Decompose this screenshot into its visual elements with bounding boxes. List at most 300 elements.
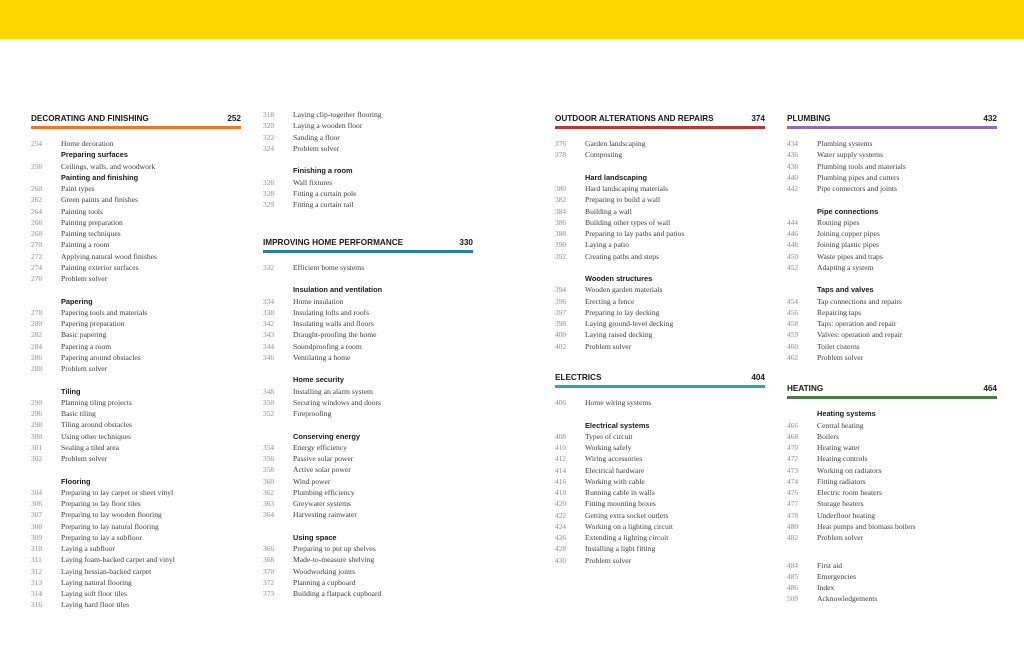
subsection-heading: Hard landscaping [585, 172, 648, 182]
toc-entry-title: Building other types of wall [585, 217, 671, 227]
toc-entry-title: Painting techniques [61, 229, 121, 238]
spacer [263, 521, 473, 532]
toc-entry[interactable] [31, 251, 241, 262]
toc-page-number: 274 [31, 262, 43, 272]
toc-entry[interactable] [263, 509, 473, 520]
toc-entry-title: Wiring accessories [585, 454, 643, 464]
toc-entry-title: Tiling around obstacles [61, 420, 133, 430]
toc-entry-title: Central heating [817, 420, 864, 430]
toc-entry-title: Tap connections and repairs [817, 296, 902, 306]
toc-entry-title: Basic papering [61, 330, 107, 340]
toc-entry[interactable] [787, 149, 997, 160]
toc-entry[interactable] [787, 296, 997, 307]
toc-entry[interactable] [31, 431, 241, 442]
toc-entry[interactable] [555, 228, 765, 239]
toc-page-number: 348 [263, 386, 275, 396]
toc-page-number: 302 [31, 454, 43, 463]
toc-entry[interactable] [263, 397, 473, 408]
toc-entry-title: Securing windows and doors [293, 397, 381, 407]
toc-entry-title: Working on radiators [817, 465, 882, 475]
toc-page-number: 486 [787, 583, 799, 592]
toc-page-number: 424 [555, 521, 567, 531]
toc-entry[interactable] [787, 453, 997, 464]
toc-page-number: 304 [31, 487, 43, 497]
toc-column-4 [787, 109, 997, 605]
toc-entry-title: Wall fixtures [293, 177, 333, 187]
toc-entry-title: Hard landscaping materials [585, 184, 669, 193]
toc-entry[interactable] [263, 296, 473, 307]
toc-entry-title: Papering tools and materials [61, 307, 148, 317]
subsection-heading: Insulation and ventilation [293, 285, 383, 295]
toc-entry[interactable] [31, 329, 241, 340]
toc-entry[interactable] [787, 442, 997, 453]
toc-entry[interactable] [263, 386, 473, 397]
toc-entry[interactable] [555, 239, 765, 250]
toc-entry-title: Garden landscaping [585, 139, 646, 148]
toc-entry-title: Toilet cisterns [817, 341, 860, 351]
toc-page-number: 311 [31, 555, 42, 565]
toc-page-number: 426 [555, 533, 567, 542]
toc-page-number: 477 [787, 499, 799, 509]
subsection-heading: Home security [293, 375, 344, 385]
toc-entry[interactable] [787, 341, 997, 352]
toc-entry[interactable] [31, 521, 241, 532]
spacer [31, 464, 241, 475]
toc-entry-title: Papering a room [61, 341, 112, 351]
toc-entry[interactable] [31, 543, 241, 554]
spacer [263, 222, 473, 233]
toc-entry[interactable] [555, 183, 765, 194]
toc-entry-title: Creating paths and steps [585, 251, 660, 261]
toc-entry[interactable] [787, 217, 997, 228]
toc-entry[interactable] [263, 453, 473, 464]
toc-entry[interactable] [31, 566, 241, 577]
toc-entry-title: Preparing to lay decking [585, 307, 660, 317]
toc-page-number: 452 [787, 262, 799, 272]
toc-page-number: 485 [787, 571, 799, 581]
toc-entry[interactable] [263, 464, 473, 475]
spacer [555, 408, 765, 419]
spacer [31, 374, 241, 385]
toc-page-number: 442 [787, 184, 799, 193]
toc-entry[interactable] [787, 476, 997, 487]
toc-entry[interactable] [31, 363, 241, 374]
section-page-number: 404 [751, 373, 765, 382]
toc-entry[interactable] [263, 408, 473, 419]
toc-entry[interactable] [31, 599, 241, 610]
toc-page-number: 458 [787, 319, 799, 328]
toc-page-number: 298 [31, 420, 43, 430]
toc-entry[interactable] [787, 532, 997, 543]
toc-page-number: 376 [555, 139, 567, 148]
toc-entry-title: Working with cable [585, 476, 645, 486]
toc-page-number: 450 [787, 251, 799, 261]
toc-entry[interactable] [31, 419, 241, 430]
toc-entry[interactable] [263, 318, 473, 329]
toc-entry[interactable] [787, 498, 997, 509]
toc-entry[interactable] [31, 588, 241, 599]
toc-page-number: 313 [31, 577, 43, 587]
toc-entry-title: Preparing to build a wall [585, 195, 661, 205]
subsection-heading: Taps and valves [817, 285, 874, 295]
toc-entry[interactable] [787, 329, 997, 340]
toc-entry-title: Preparing to lay natural flooring [61, 521, 159, 531]
section-page-number: 252 [227, 114, 241, 123]
toc-entry-title: Fitting mounting boxes [585, 499, 656, 509]
toc-entry[interactable] [263, 262, 473, 273]
toc-page-number: 310 [31, 544, 43, 553]
toc-entry[interactable] [263, 177, 473, 188]
toc-entry-title: Basic tiling [61, 409, 96, 418]
toc-entry[interactable] [787, 465, 997, 476]
toc-entry[interactable] [787, 487, 997, 498]
toc-entry-title: Plumbing efficiency [293, 487, 355, 497]
toc-entry-title: Joining copper pipes [817, 229, 880, 238]
toc-entry-title: Heating water [817, 443, 860, 452]
toc-page-number: 378 [555, 150, 567, 160]
toc-entry[interactable] [787, 571, 997, 582]
toc-entry[interactable] [263, 307, 473, 318]
toc-entry-title: Problem solver [61, 364, 108, 373]
toc-page-number: 284 [31, 341, 43, 351]
toc-page-number: 264 [31, 206, 43, 216]
toc-page-number: 398 [555, 319, 567, 328]
toc-page-number: 373 [263, 589, 275, 598]
section-page-number: 432 [983, 114, 997, 123]
toc-entry-title: Plumbing tools and materials [817, 161, 906, 171]
spacer [787, 543, 997, 554]
toc-entry[interactable] [263, 543, 473, 554]
toc-entry-title: Fitting a curtain rail [293, 200, 354, 209]
toc-entry[interactable] [787, 510, 997, 521]
toc-entry[interactable] [263, 442, 473, 453]
toc-page-number: 462 [787, 352, 799, 362]
toc-entry[interactable] [263, 554, 473, 565]
section-header [555, 368, 765, 388]
toc-page-number: 356 [263, 454, 275, 463]
toc-entry[interactable] [787, 582, 997, 593]
toc-entry[interactable] [31, 262, 241, 273]
toc-entry-title: Installing a light fitting [585, 544, 656, 554]
toc-entry-title: Efficient home systems [293, 262, 365, 272]
toc-entry[interactable] [31, 453, 241, 464]
toc-entry-title: Fireproofing [293, 409, 332, 418]
toc-entry[interactable] [555, 217, 765, 228]
toc-entry[interactable] [555, 431, 765, 442]
toc-entry-title: Valves: operation and repair [817, 330, 903, 340]
toc-page-number: 278 [31, 307, 43, 317]
toc-page-number: 270 [31, 240, 43, 250]
toc-page-number: 342 [263, 319, 275, 328]
spacer [263, 210, 473, 221]
toc-entry[interactable] [555, 397, 765, 408]
toc-entry[interactable] [31, 206, 241, 217]
toc-page-number: 288 [31, 364, 43, 373]
subsection-heading: Tiling [61, 386, 81, 396]
toc-entry[interactable] [555, 487, 765, 498]
toc-entry[interactable] [787, 318, 997, 329]
toc-entry-title: Wind power [293, 476, 331, 486]
toc-entry-title: Installing an alarm system [293, 386, 373, 396]
toc-entry[interactable] [31, 161, 241, 172]
toc-entry[interactable] [787, 352, 997, 363]
toc-entry-title: Routing pipes [817, 217, 860, 227]
toc-entry[interactable] [31, 307, 241, 318]
toc-page-number: 286 [31, 352, 43, 362]
section-page-number: 464 [983, 384, 997, 394]
toc-entry[interactable] [31, 138, 241, 149]
toc-entry-title: Problem solver [293, 143, 340, 153]
toc-page-number: 352 [263, 409, 275, 418]
toc-entry[interactable] [555, 453, 765, 464]
toc-entry[interactable] [31, 498, 241, 509]
toc-page-number: 460 [787, 341, 799, 351]
toc-entry[interactable] [263, 199, 473, 210]
subsection-heading: Heating systems [817, 409, 876, 419]
toc-page-number: 306 [31, 499, 43, 508]
toc-entry[interactable] [555, 206, 765, 217]
toc-entry[interactable] [787, 420, 997, 431]
toc-entry[interactable] [263, 329, 473, 340]
toc-entry[interactable] [263, 588, 473, 599]
toc-entry[interactable] [263, 476, 473, 487]
toc-entry-title: Passive solar power [293, 454, 354, 463]
toc-entry[interactable] [263, 132, 473, 143]
toc-entry-title: Preparing to lay wooden flooring [61, 510, 162, 520]
subsection-heading: Conserving energy [293, 431, 360, 441]
section-header [31, 109, 241, 129]
toc-entry-title: Acknowledgements [817, 594, 878, 604]
toc-entry[interactable] [555, 329, 765, 340]
toc-entry[interactable] [787, 183, 997, 194]
subsection-heading: Painting and finishing [61, 172, 139, 182]
toc-entry[interactable] [555, 442, 765, 453]
toc-entry[interactable] [263, 566, 473, 577]
toc-page-number: 362 [263, 487, 275, 497]
toc-entry-title: Building a flatpack cupboard [293, 589, 382, 598]
toc-entry-title: Harvesting rainwater [293, 510, 357, 520]
toc-entry-title: Preparing to lay carpet or sheet vinyl [61, 487, 174, 497]
toc-page-number: 363 [263, 499, 275, 508]
toc-page-number: 410 [555, 443, 567, 452]
toc-entry[interactable] [787, 228, 997, 239]
toc-entry[interactable] [555, 465, 765, 476]
toc-entry-title: Laying a subfloor [61, 544, 115, 553]
toc-entry[interactable] [787, 161, 997, 172]
toc-entry[interactable] [555, 296, 765, 307]
toc-entry[interactable] [555, 318, 765, 329]
toc-page-number: 290 [31, 397, 43, 407]
section-title: IMPROVING HOME PERFORMANCE [263, 237, 404, 247]
toc-page-number: 282 [31, 330, 43, 340]
toc-entry[interactable] [555, 532, 765, 543]
toc-page-number: 408 [555, 431, 567, 441]
toc-entry[interactable] [31, 509, 241, 520]
toc-entry-title: Erecting a fence [585, 296, 635, 306]
toc-column-2 [263, 109, 473, 599]
toc-entry[interactable] [787, 251, 997, 262]
toc-entry[interactable] [31, 532, 241, 543]
toc-entry[interactable] [555, 498, 765, 509]
subsection-heading: Wooden structures [585, 274, 653, 283]
toc-page-number: 468 [787, 431, 799, 441]
toc-entry[interactable] [787, 262, 997, 273]
toc-entry-title: Types of circuit [585, 431, 633, 441]
section-header [787, 379, 997, 399]
toc-page-number: 466 [787, 420, 799, 430]
toc-entry[interactable] [263, 498, 473, 509]
toc-entry-title: Taps: operation and repair [817, 319, 897, 328]
toc-entry-title: Preparing to lay a subfloor [61, 532, 142, 542]
toc-entry[interactable] [555, 194, 765, 205]
toc-entry[interactable] [555, 555, 765, 566]
toc-entry[interactable] [31, 487, 241, 498]
toc-entry[interactable] [31, 228, 241, 239]
toc-entry-title: Made-to-measure shelving [293, 555, 375, 565]
toc-entry[interactable] [31, 194, 241, 205]
spacer [31, 284, 241, 295]
toc-entry[interactable] [555, 476, 765, 487]
toc-entry[interactable] [787, 560, 997, 571]
toc-page-number: 474 [787, 476, 799, 486]
toc-entry-title: Fitting a curtain pole [293, 188, 357, 198]
toc-page-number: 406 [555, 398, 567, 407]
toc-page-number: 386 [555, 217, 567, 227]
toc-page-number: 382 [555, 195, 567, 205]
toc-entry[interactable] [555, 543, 765, 554]
toc-entry[interactable] [263, 341, 473, 352]
toc-entry-title: Repairing taps [817, 307, 862, 317]
toc-entry-title: Plumbing pipes and cutters [817, 172, 900, 182]
toc-page-number: 414 [555, 465, 567, 475]
toc-page-number: 422 [555, 510, 567, 520]
toc-page-number: 446 [787, 229, 799, 238]
subsection-heading: Electrical systems [585, 420, 650, 430]
toc-entry-title: Heating controls [817, 454, 868, 464]
spacer [555, 352, 765, 363]
toc-entry[interactable] [555, 510, 765, 521]
section-page-number: 374 [751, 114, 765, 123]
toc-entry[interactable] [31, 442, 241, 453]
toc-entry[interactable] [31, 397, 241, 408]
toc-page-number: 459 [787, 330, 799, 340]
toc-entry-title: Painting a room [61, 240, 110, 250]
toc-page-number: 256 [31, 161, 43, 171]
spacer [555, 262, 765, 273]
toc-entry[interactable] [555, 307, 765, 318]
toc-entry-title: Waste pipes and traps [817, 251, 883, 261]
toc-column-3 [555, 109, 765, 566]
spacer [263, 154, 473, 165]
toc-entry[interactable] [31, 183, 241, 194]
toc-entry[interactable] [31, 554, 241, 565]
spacer [263, 419, 473, 430]
toc-entry[interactable] [787, 307, 997, 318]
toc-entry[interactable] [787, 138, 997, 149]
toc-entry-title: Active solar power [293, 465, 351, 475]
toc-page-number: 309 [31, 532, 43, 542]
toc-entry[interactable] [787, 593, 997, 604]
toc-entry[interactable] [31, 273, 241, 284]
toc-entry[interactable] [263, 487, 473, 498]
toc-entry[interactable] [263, 109, 473, 120]
toc-entry[interactable] [31, 341, 241, 352]
toc-entry-title: Greywater systems [293, 499, 351, 508]
toc-page-number: 324 [263, 143, 275, 153]
toc-page-number: 456 [787, 307, 799, 317]
toc-entry-title: Pipe connectors and joints [817, 184, 897, 193]
toc-entry[interactable] [31, 318, 241, 329]
toc-page-number: 314 [31, 589, 43, 598]
toc-page-number: 482 [787, 533, 799, 542]
toc-entry-title: Insulating lofts and roofs [293, 307, 370, 317]
toc-page-number: 280 [31, 319, 43, 328]
toc-entry[interactable] [31, 577, 241, 588]
toc-entry[interactable] [263, 188, 473, 199]
toc-entry[interactable] [263, 577, 473, 588]
toc-entry[interactable] [263, 352, 473, 363]
toc-entry[interactable] [31, 239, 241, 250]
toc-page-number: 343 [263, 330, 275, 340]
toc-entry-title: Working safely [585, 443, 632, 452]
toc-entry[interactable] [787, 172, 997, 183]
toc-entry-title: Woodworking joints [293, 566, 356, 576]
toc-entry-title: Laying raised decking [585, 330, 653, 340]
toc-entry-title: Preparing to lay paths and patios [585, 229, 685, 238]
toc-entry-title: Getting extra socket outlets [585, 510, 669, 520]
toc-page-number: 334 [263, 296, 275, 306]
toc-page-number: 370 [263, 566, 275, 576]
toc-page-number: 444 [787, 217, 799, 227]
toc-entry[interactable] [263, 143, 473, 154]
toc-page-number: 276 [31, 274, 43, 283]
toc-entry[interactable] [555, 251, 765, 262]
toc-entry-title: Problem solver [61, 454, 108, 463]
toc-entry-title: Sealing a tiled area [61, 442, 119, 452]
toc-entry[interactable] [263, 120, 473, 131]
toc-entry-title: Painting exterior surfaces [61, 262, 139, 272]
toc-entry[interactable] [31, 217, 241, 228]
toc-entry[interactable] [787, 431, 997, 442]
toc-entry-title: Ceilings, walls, and woodwork [61, 161, 156, 171]
toc-entry-title: Draught-proofing the home [293, 330, 377, 340]
toc-entry[interactable] [555, 284, 765, 295]
toc-entry[interactable] [787, 521, 997, 532]
toc-page-number: 366 [263, 544, 275, 553]
toc-page-number: 418 [555, 488, 567, 497]
toc-entry[interactable] [555, 138, 765, 149]
spacer [555, 161, 765, 172]
toc-entry-title: Soundproofing a room [293, 341, 362, 351]
toc-entry-title: Electric room heaters [817, 488, 882, 497]
toc-page-number: 308 [31, 521, 43, 531]
toc-entry-title: Emergencies [817, 571, 857, 581]
subsection-heading: Flooring [61, 476, 91, 486]
toc-page-number: 254 [31, 139, 43, 148]
toc-page-number: 392 [555, 251, 567, 261]
toc-entry[interactable] [555, 149, 765, 160]
toc-page-number: 396 [555, 296, 567, 306]
section-title: DECORATING AND FINISHING [31, 114, 149, 123]
subsection-heading: Finishing a room [293, 166, 353, 176]
toc-entry[interactable] [31, 352, 241, 363]
toc-entry[interactable] [555, 341, 765, 352]
toc-entry[interactable] [31, 408, 241, 419]
toc-entry[interactable] [555, 521, 765, 532]
toc-page-number: 470 [787, 443, 799, 452]
toc-entry[interactable] [787, 239, 997, 250]
toc-page-number: 329 [263, 200, 275, 209]
